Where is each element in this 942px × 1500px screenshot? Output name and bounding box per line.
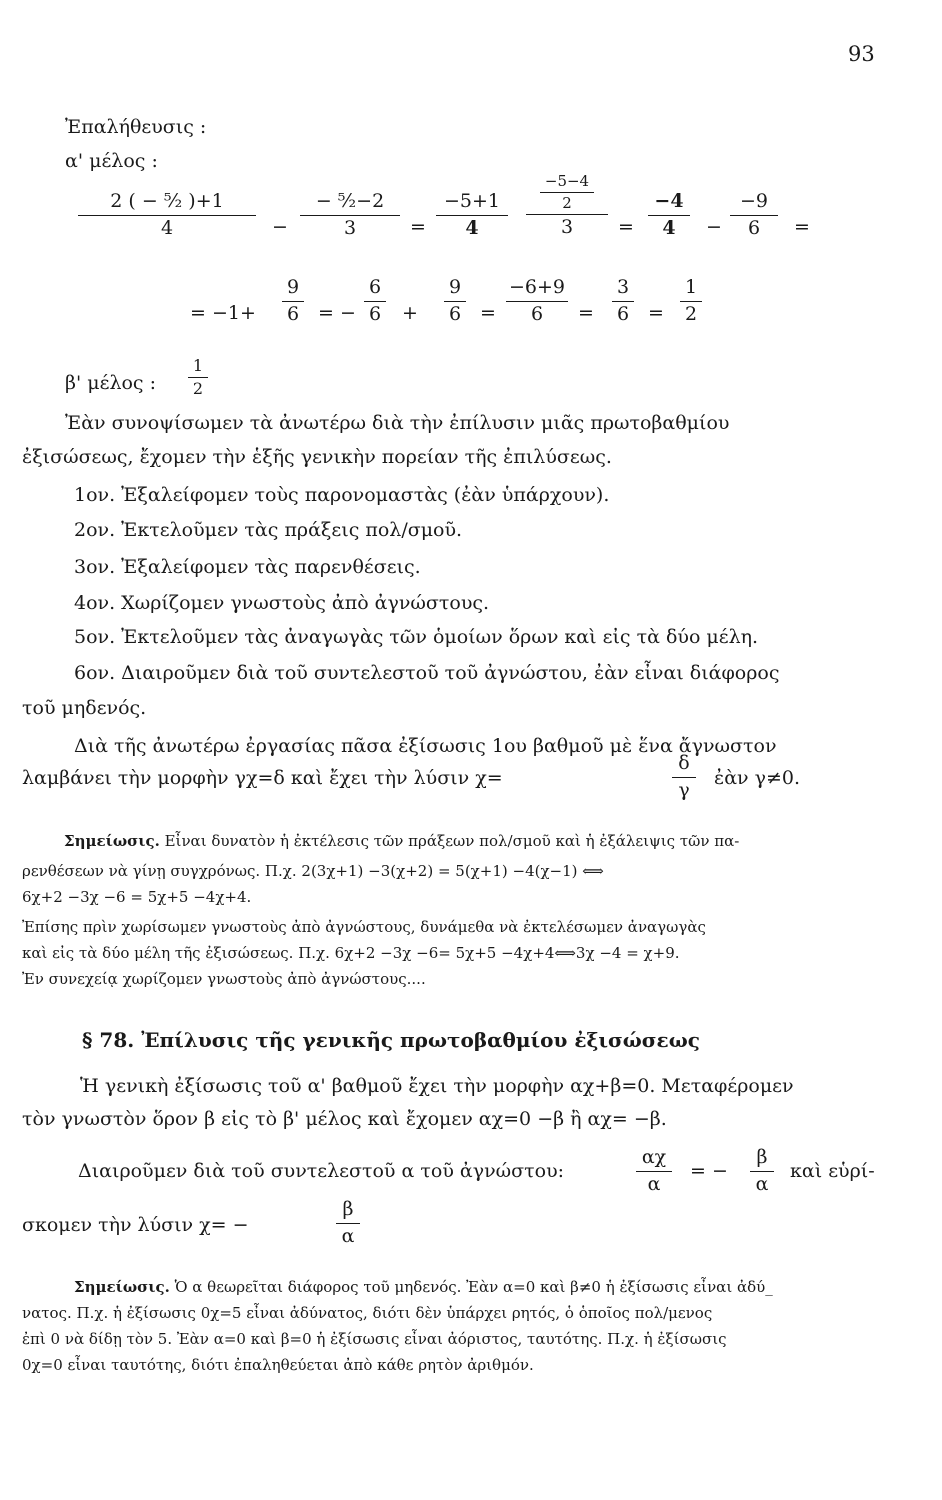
- alpha-member-label: α' μέλος :: [65, 150, 158, 172]
- step-1-label: 1ον.: [74, 484, 116, 506]
- eq1-f1-denominator: 4: [160, 216, 174, 239]
- note-2-label: Σημείωσις.: [74, 1278, 170, 1296]
- step-2-label: 2ον.: [74, 519, 116, 541]
- general-solution-line-1: Ἡ γενικὴ ἐξίσωσις τοῦ α' βαθμοῦ ἔχει τὴν μορφὴν αχ+β=0. Μεταφέρομεν: [80, 1075, 794, 1097]
- gs-equals-minus: = −: [690, 1160, 728, 1182]
- eq1-fraction-3: [436, 190, 508, 241]
- beta-fraction: [188, 356, 208, 399]
- general-form-numerator: δ: [678, 752, 690, 774]
- beta-denominator: 2: [192, 379, 204, 398]
- note-2-line-1: [74, 1278, 773, 1296]
- gs-f2-numerator: β: [756, 1146, 768, 1168]
- step-2: [74, 519, 462, 542]
- general-solution-line-3a: Διαιροῦμεν διὰ τοῦ συντελεστοῦ α τοῦ ἀγνώστου:: [78, 1160, 565, 1182]
- eq1-f4-num-bottom: 2: [562, 193, 572, 212]
- note-2-line-2: νατος. Π.χ. ἡ ἐξίσωσις 0χ=5 εἶναι ἀδύνατος, διότι δὲν ὑπάρχει ρητός, ὁ ὁποῖος πολ/μενος: [22, 1304, 713, 1322]
- summary-line-1: Ἐὰν συνοψίσωμεν τὰ ἀνωτέρω διὰ τὴν ἐπίλυσιν μιᾶς πρωτοβαθμίου: [65, 412, 730, 434]
- gs-f3-denominator: α: [341, 1224, 355, 1247]
- step-6: [74, 662, 780, 685]
- eq2-fraction-5: [612, 276, 634, 327]
- gs-f1-numerator: αχ: [641, 1146, 667, 1168]
- eq2-fraction-6: [680, 276, 702, 327]
- eq1-f6-denominator: 6: [747, 216, 761, 239]
- gs-f1-denominator: α: [647, 1172, 661, 1195]
- eq2-equals-c: =: [648, 302, 664, 324]
- section-title: Ἐπίλυσις τῆς γενικῆς πρωτοβαθμίου ἐξισώσεως: [141, 1028, 700, 1052]
- note-2-text-1: Ὁ α θεωρεῖται διάφορος τοῦ μηδενός. Ἐὰν α=0 καὶ β≠0 ἡ ἐξίσωσις εἶναι ἀδύ_: [174, 1278, 773, 1296]
- summary-line-2: ἐξισώσεως, ἔχομεν τὴν ἑξῆς γενικὴν πορείαν τῆς ἐπιλύσεως.: [22, 446, 612, 468]
- step-1: [74, 484, 609, 507]
- eq2-f3-numerator: 9: [448, 276, 462, 298]
- beta-numerator: 1: [192, 356, 204, 375]
- eq2-f5-numerator: 3: [616, 276, 630, 298]
- eq2-f4-denominator: 6: [530, 302, 544, 325]
- step-4-text: Χωρίζομεν γνωστοὺς ἀπὸ ἀγνώστους.: [121, 592, 490, 614]
- eq1-f5-numerator: −4: [654, 190, 684, 212]
- note-1-line-1: [64, 832, 739, 850]
- general-solution-line-4a: σκομεν τὴν λύσιν χ= −: [22, 1214, 249, 1236]
- gs-f3-numerator: β: [342, 1198, 354, 1220]
- eq1-f4-denominator: 3: [560, 215, 574, 238]
- page-number: 93: [848, 42, 875, 66]
- note-1-line-6: Ἐν συνεχείᾳ χωρίζομεν γνωστοὺς ἀπὸ ἀγνώστους....: [22, 970, 426, 988]
- eq1-fraction-5: [648, 190, 690, 241]
- eq2-fraction-4: [506, 276, 568, 327]
- eq2-f1-numerator: 9: [286, 276, 300, 298]
- eq2-f6-numerator: 1: [684, 276, 698, 298]
- general-solution-fraction-3: [336, 1198, 360, 1249]
- eq2-f1-denominator: 6: [286, 302, 300, 325]
- step-6-continuation: τοῦ μηδενός.: [22, 697, 147, 719]
- section-heading: [82, 1028, 700, 1052]
- note-1-line-2: ρενθέσεων νὰ γίνῃ συγχρόνως. Π.χ. 2(3χ+1) −3(χ+2) = 5(χ+1) −4(χ−1) ⟺: [22, 862, 604, 880]
- eq2-f4-numerator: −6+9: [508, 276, 566, 298]
- eq1-equals-b: =: [618, 216, 634, 238]
- eq2-equals-a: =: [480, 302, 496, 324]
- eq2-f6-denominator: 2: [684, 302, 698, 325]
- step-3-text: Ἐξαλείφομεν τὰς παρενθέσεις.: [121, 556, 421, 578]
- eq2-f2-numerator: 6: [368, 276, 382, 298]
- note-1-label: Σημείωσις.: [64, 832, 160, 850]
- step-1-text: Ἐξαλείφομεν τοὺς παρονομαστὰς (ἐὰν ὑπάρχουν).: [121, 484, 610, 506]
- general-solution-fraction-1: [636, 1146, 672, 1197]
- eq1-f6-numerator: −9: [739, 190, 768, 212]
- general-form-line-1: Διὰ τῆς ἀνωτέρω ἐργασίας πᾶσα ἐξίσωσις 1ου βαθμοῦ μὲ ἕνα ἄγνωστον: [74, 735, 777, 757]
- eq1-f5-denominator: 4: [662, 216, 676, 239]
- eq1-fraction-6: [730, 190, 778, 241]
- general-solution-line-2: τὸν γνωστὸν ὅρον β εἰς τὸ β' μέλος καὶ ἔχομεν αχ=0 −β ἢ αχ= −β.: [22, 1108, 667, 1130]
- eq2-plus: +: [402, 302, 418, 324]
- eq2-fraction-1: [282, 276, 304, 327]
- eq2-fraction-2: [364, 276, 386, 327]
- note-1-line-4: Ἐπίσης πρὶν χωρίσωμεν γνωστοὺς ἀπὸ ἀγνώστους, δυνάμεθα νὰ ἐκτελέσωμεν ἀναγωγὰς: [22, 918, 706, 936]
- eq1-f1-numerator: 2 ( − ⁵⁄₂ )+1: [110, 190, 224, 212]
- eq1-equals-a: =: [410, 216, 426, 238]
- eq1-f4-num-top: −5−4: [544, 172, 590, 190]
- eq2-f2-denominator: 6: [368, 302, 382, 325]
- beta-member-label: β' μέλος :: [65, 372, 157, 394]
- verification-heading: Ἐπαλήθευσις :: [65, 116, 207, 138]
- eq2-fraction-3: [444, 276, 466, 327]
- step-3-label: 3ον.: [74, 556, 116, 578]
- section-number: § 78.: [82, 1028, 135, 1052]
- eq1-fraction-4: [526, 172, 608, 239]
- general-form-line-2a: λαμβάνει τὴν μορφὴν γχ=δ καὶ ἔχει τὴν λύσιν χ=: [22, 767, 503, 789]
- step-5-label: 5ον.: [74, 626, 116, 648]
- general-solution-fraction-2: [750, 1146, 774, 1197]
- eq2-lead: = −1+: [190, 302, 256, 324]
- general-form-denominator: γ: [678, 778, 690, 801]
- eq1-f3-denominator: 4: [465, 216, 479, 239]
- eq1-equals-c: =: [794, 216, 810, 238]
- step-5: [74, 626, 758, 649]
- step-3: [74, 556, 421, 579]
- eq1-f2-numerator: − ⁵⁄₂−2: [315, 190, 385, 212]
- general-form-line-2b: ἐὰν γ≠0.: [714, 767, 801, 789]
- eq1-f3-numerator: −5+1: [443, 190, 501, 212]
- eq2-equals-b: =: [578, 302, 594, 324]
- eq2-f5-denominator: 6: [616, 302, 630, 325]
- note-2-line-4: 0χ=0 εἶναι ταυτότης, διότι ἐπαληθεύεται ἀπὸ κάθε ρητὸν ἀριθμόν.: [22, 1356, 534, 1374]
- general-form-fraction: [672, 752, 696, 803]
- step-2-text: Ἐκτελοῦμεν τὰς πράξεις πολ/σμοῦ.: [121, 519, 463, 541]
- step-5-text: Ἐκτελοῦμεν τὰς ἀναγωγὰς τῶν ὁμοίων ὅρων καὶ εἰς τὰ δύο μέλη.: [121, 626, 759, 648]
- step-4: [74, 592, 489, 615]
- eq1-f2-denominator: 3: [343, 216, 357, 239]
- note-1-line-3: 6χ+2 −3χ −6 = 5χ+5 −4χ+4.: [22, 888, 252, 906]
- eq1-minus-2: −: [706, 216, 722, 238]
- eq1-fraction-2: [300, 190, 400, 241]
- eq1-minus-1: −: [272, 216, 288, 238]
- eq1-f4-numerator: [526, 172, 608, 213]
- step-4-label: 4ον.: [74, 592, 116, 614]
- note-2-line-3: ἐπὶ 0 νὰ δίδῃ τὸν 5. Ἐὰν α=0 καὶ β=0 ἡ ἐξίσωσις εἶναι ἀόριστος, ταυτότης. Π.χ. ἡ ἐξίσωσις: [22, 1330, 727, 1348]
- eq1-fraction-1: [78, 190, 256, 241]
- note-1-text-1: Εἶναι δυνατὸν ἡ ἐκτέλεσις τῶν πράξεων πολ/σμοῦ καὶ ἡ ἐξάλειψις τῶν πα-: [164, 832, 740, 850]
- general-solution-line-3b: καὶ εὑρί-: [790, 1160, 875, 1182]
- note-1-line-5: καὶ εἰς τὰ δύο μέλη τῆς ἐξισώσεως. Π.χ. 6χ+2 −3χ −6= 5χ+5 −4χ+4⟺3χ −4 = χ+9.: [22, 944, 680, 962]
- step-6-label: 6ον.: [74, 662, 116, 684]
- gs-f2-denominator: α: [755, 1172, 769, 1195]
- eq2-equals-minus: = −: [318, 302, 356, 324]
- step-6-text: Διαιροῦμεν διὰ τοῦ συντελεστοῦ τοῦ ἀγνώστου, ἐὰν εἶναι διάφορος: [121, 662, 780, 684]
- eq2-f3-denominator: 6: [448, 302, 462, 325]
